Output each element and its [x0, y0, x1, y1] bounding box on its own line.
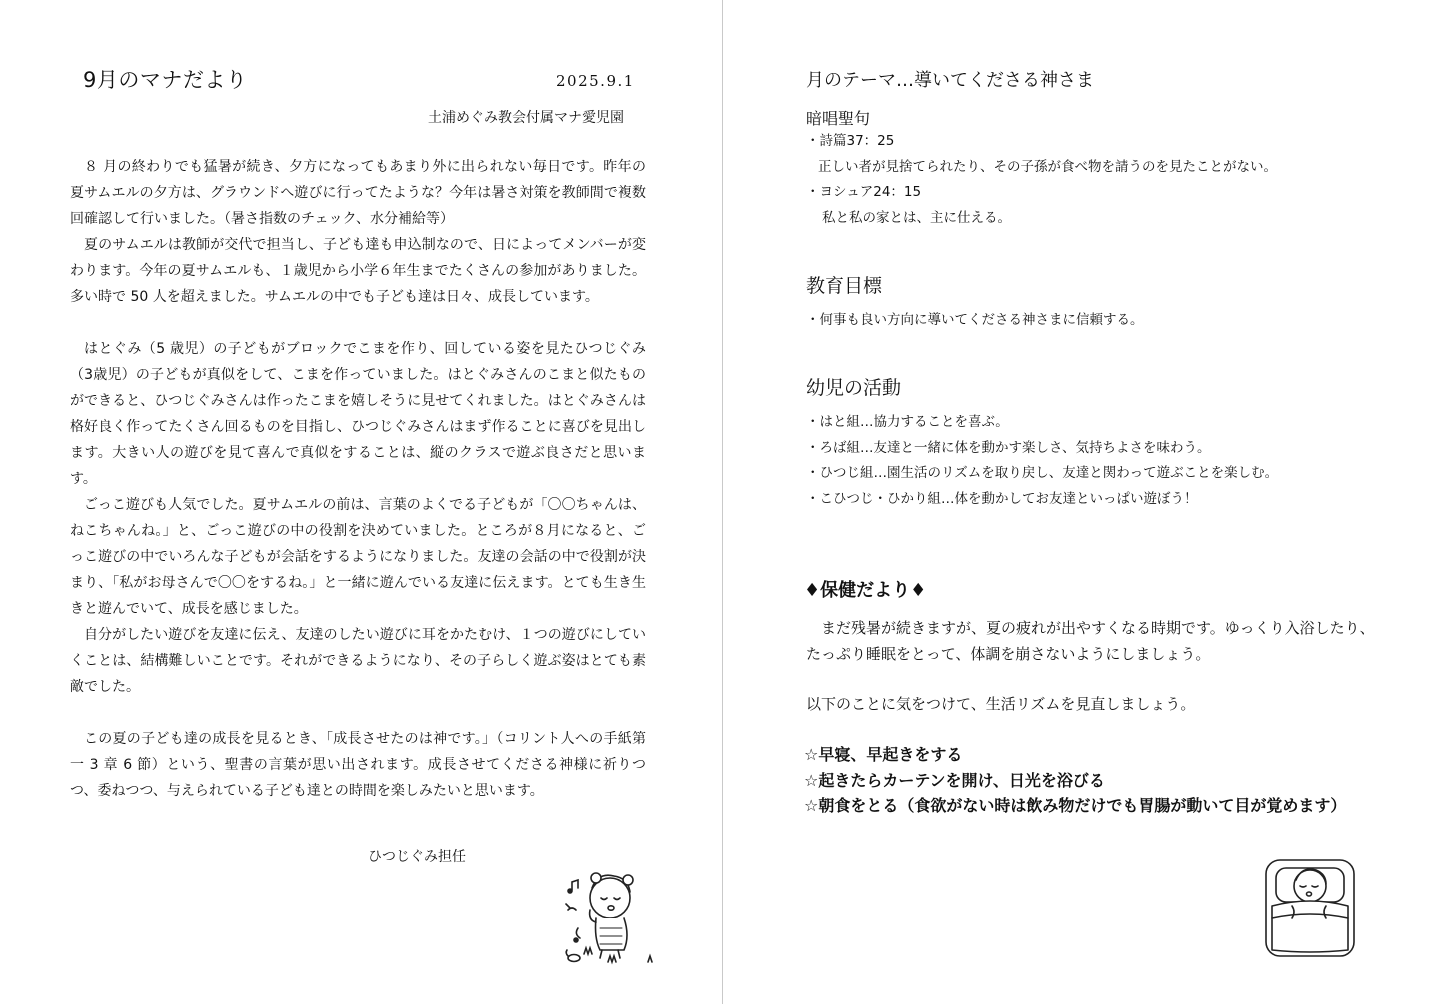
- issue-date: 2025.9.1: [556, 72, 635, 90]
- memory-verse-list: [806, 129, 1277, 231]
- education-goal-text: ・何事も良い方向に導いてくださる神さまに信頼する。: [806, 312, 1144, 328]
- article-body: [70, 154, 646, 804]
- paragraph: はとぐみ（5 歳児）の子どもがブロックでこまを作り、回している姿を見たひつじぐみ（3歳児）の子どもが真似をして、こまを作っていました。はとぐみさんのこまと似たものができると、ひつじぐみさんは作ったこまを嬉しそうに見せてくれました。はとぐみさんは格好良く作ってたくさん回るものを目指し、ひつじぐみさんはまず作ることに喜びを見出します。大きい人の遊びを見て喜んで真似をすることは、縦のクラスで遊ぶ良さだと思います。: [70, 341, 646, 487]
- health-line: まだ残暑が続きますが、夏の疲れが出やすくなる時期です。ゆっくり入浴したり、: [806, 619, 1375, 637]
- paragraph: 自分がしたい遊びを友達に伝え、友達のしたい遊びに耳をかたむけ、１つの遊びにしていくことは、結構難しいことです。それができるようになり、その子らしく遊ぶ姿はとても素敵でした。: [70, 627, 646, 695]
- verse-reference: ・詩篇37：25: [806, 133, 895, 149]
- paragraph: ８ 月の終わりでも猛暑が続き、夕方になってもあまり外に出られない毎日です。昨年の夏サムエルの夕方は、グラウンドへ遊びに行ってたような？今年は暑さ対策を教師間で複数回確認して行いました。（暑さ指数のチェック、水分補給等）: [70, 159, 646, 227]
- page-divider: [722, 0, 723, 1004]
- organization-name: 土浦めぐみ教会付属マナ愛児園: [428, 110, 624, 126]
- right-page: [724, 0, 1440, 1004]
- verse-text: 私と私の家とは、主に仕える。: [822, 209, 1011, 226]
- activities-list: [806, 410, 1278, 512]
- health-intro: 以下のことに気をつけて、生活リズムを見直しましょう。: [806, 695, 1196, 713]
- activity-item: ・こひつじ・ひかり組…体を動かしてお友達といっぱい遊ぼう！: [806, 490, 1198, 507]
- tip-item: ☆早寝、早起きをする: [804, 745, 963, 764]
- verse-text: 正しい者が見捨てられたり、その子孫が食べ物を請うのを見たことがない。: [818, 158, 1277, 175]
- paragraph: ごっこ遊びも人気でした。夏サムエルの前は、言葉のよくでる子どもが「〇〇ちゃんは、ねこちゃんね。」と、ごっこ遊びの中の役割を決めていました。ところが８月になると、ごっこ遊びの中でいろんな子どもが会話をするようになりました。友達の会話の中で役割が決まり、「私がお母さんで〇〇をするね。」と一緒に遊んでいる友達に伝えます。とても生き生きと遊んでいて、成長を感じました。: [70, 497, 646, 617]
- newsletter-title: 9月のマナだより: [83, 68, 248, 92]
- health-tips: [804, 742, 1346, 819]
- paragraph: この夏の子ども達の成長を見るとき、「成長させたのは神です。」（コリント人への手紙第一 3 章 6 節）という、聖書の言葉が思い出されます。成長させてくださる神様に祈りつつ、委ねつつ、与えられている子ども達との時間を楽しみたいと思います。: [70, 731, 646, 799]
- paragraph: 夏のサムエルは教師が交代で担当し、子ども達も申込制なので、日によってメンバーが変わります。今年の夏サムエルも、１歳児から小学６年生までたくさんの参加がありました。多い時で 50 人を超えました。サムエルの中でも子ども達は日々、成長しています。: [70, 237, 646, 305]
- activity-item: ・はと組…協力することを喜ぶ。: [806, 414, 1009, 430]
- activities-heading: 幼児の活動: [806, 377, 902, 399]
- monthly-theme: 月のテーマ…導いてくださる神さま: [806, 70, 1094, 91]
- education-goal-heading: 教育目標: [806, 275, 883, 297]
- health-news-body: [806, 615, 1406, 667]
- health-news-title: ♦保健だより♦: [804, 580, 927, 601]
- child-singing-illustration: [558, 866, 664, 972]
- signature: ひつじぐみ担任: [368, 849, 466, 865]
- memory-verse-heading: 暗唱聖句: [806, 109, 871, 128]
- tip-item: ☆起きたらカーテンを開け、日光を浴びる: [804, 770, 1105, 790]
- activity-item: ・ろば組…友達と一緒に体を動かす楽しさ、気持ちよさを味わう。: [806, 439, 1211, 456]
- sleeping-child-illustration: [1262, 856, 1360, 958]
- health-line: たっぷり睡眠をとって、体調を崩さないようにしましょう。: [806, 645, 1211, 663]
- verse-reference: ・ヨシュア24：15: [806, 184, 922, 200]
- tip-item: ☆朝食をとる（食欲がない時は飲み物だけでも胃腸が動いて目が覚めます）: [804, 796, 1347, 815]
- activity-item: ・ひつじ組…園生活のリズムを取り戻し、友達と関わって遊ぶことを楽しむ。: [806, 465, 1279, 481]
